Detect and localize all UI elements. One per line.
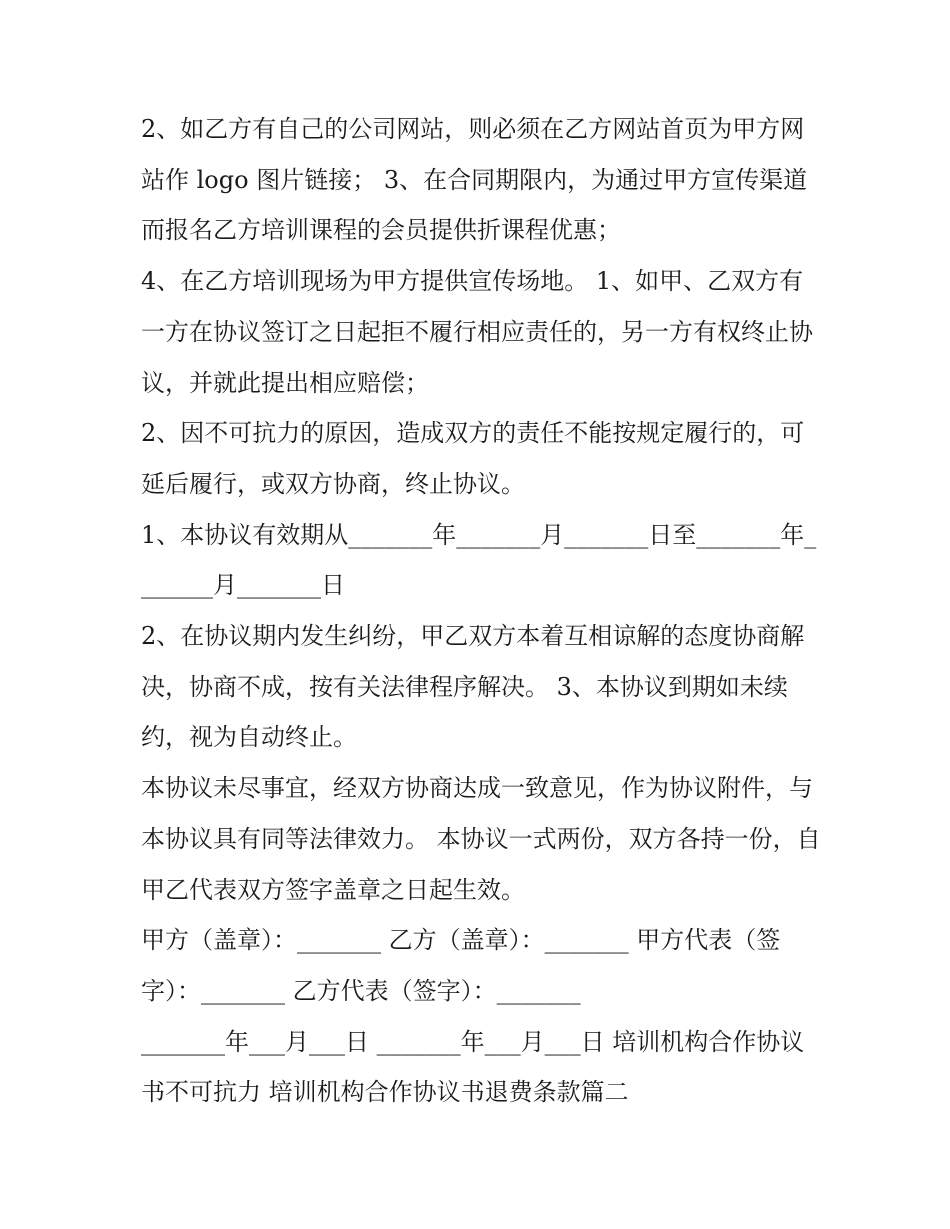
paragraph-venue-termination: 4、在乙方培训现场为甲方提供宣传场地。 1、如甲、乙双方有一方在协议签订之日起拒不履行相应责任的，另一方有权终止协议，并就此提出相应赔偿； <box>141 267 813 397</box>
paragraph-signatures: 甲方（盖章）：_______ 乙方（盖章）：_______ 甲方代表（签字）：_______ 乙方代表（签字）：_______ <box>141 926 781 1005</box>
paragraph-validity-period: 1、本协议有效期从_______年_______月_______日至_______年_______月_______日 <box>141 520 817 600</box>
paragraph-supplementary-terms: 本协议未尽事宜，经双方协商达成一致意见，作为协议附件，与本协议具有同等法律效力。 本协议一式两份，双方各持一份，自甲乙代表双方签字盖章之日起生效。 <box>141 774 821 904</box>
paragraph-dispute-resolution: 2、在协议期内发生纠纷，甲乙双方本着互相谅解的态度协商解决，协商不成，按有关法律程序解决。 3、本协议到期如未续约，视为自动终止。 <box>141 622 805 752</box>
paragraph-website-link: 2、如乙方有自己的公司网站，则必须在乙方网站首页为甲方网站作 logo 图片链接； 3、在合同期限内，为通过甲方宣传渠道而报名乙方培训课程的会员提供折课程优惠； <box>141 115 808 245</box>
paragraph-dates-title: _______年___月___日 _______年___月___日 培训机构合作协议书不可抗力 培训机构合作协议书退费条款篇二 <box>141 1027 805 1107</box>
paragraph-force-majeure: 2、因不可抗力的原因，造成双方的责任不能按规定履行的，可延后履行，或双方协商，终止协议。 <box>141 419 805 498</box>
document-body <box>141 104 821 1118</box>
